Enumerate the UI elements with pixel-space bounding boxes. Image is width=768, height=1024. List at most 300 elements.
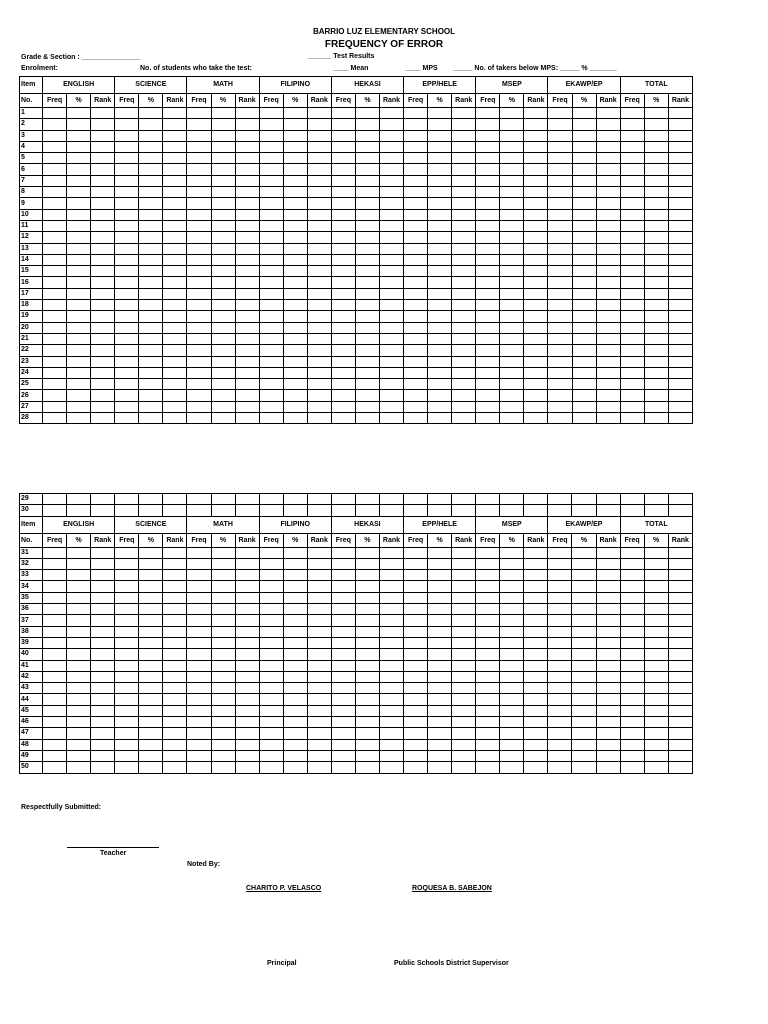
- entry-cell[interactable]: [524, 683, 548, 694]
- entry-cell[interactable]: [43, 401, 67, 412]
- entry-cell[interactable]: [187, 119, 211, 130]
- entry-cell[interactable]: [163, 615, 187, 626]
- entry-cell[interactable]: [43, 604, 67, 615]
- entry-cell[interactable]: [500, 288, 524, 299]
- entry-cell[interactable]: [163, 198, 187, 209]
- entry-cell[interactable]: [91, 547, 115, 558]
- entry-cell[interactable]: [355, 153, 379, 164]
- entry-cell[interactable]: [91, 277, 115, 288]
- entry-cell[interactable]: [644, 288, 668, 299]
- entry-cell[interactable]: [355, 615, 379, 626]
- entry-cell[interactable]: [476, 175, 500, 186]
- entry-cell[interactable]: [644, 660, 668, 671]
- entry-cell[interactable]: [187, 637, 211, 648]
- entry-cell[interactable]: [235, 322, 259, 333]
- entry-cell[interactable]: [500, 694, 524, 705]
- entry-cell[interactable]: [67, 333, 91, 344]
- entry-cell[interactable]: [500, 187, 524, 198]
- entry-cell[interactable]: [67, 413, 91, 424]
- entry-cell[interactable]: [115, 254, 139, 265]
- entry-cell[interactable]: [211, 322, 235, 333]
- entry-cell[interactable]: [187, 413, 211, 424]
- entry-cell[interactable]: [67, 558, 91, 569]
- entry-cell[interactable]: [500, 705, 524, 716]
- entry-cell[interactable]: [139, 379, 163, 390]
- entry-cell[interactable]: [139, 401, 163, 412]
- entry-cell[interactable]: [644, 494, 668, 505]
- entry-cell[interactable]: [596, 367, 620, 378]
- entry-cell[interactable]: [283, 570, 307, 581]
- entry-cell[interactable]: [91, 739, 115, 750]
- entry-cell[interactable]: [115, 243, 139, 254]
- entry-cell[interactable]: [283, 209, 307, 220]
- entry-cell[interactable]: [355, 413, 379, 424]
- entry-cell[interactable]: [67, 717, 91, 728]
- entry-cell[interactable]: [500, 322, 524, 333]
- entry-cell[interactable]: [452, 637, 476, 648]
- entry-cell[interactable]: [139, 683, 163, 694]
- entry-cell[interactable]: [187, 694, 211, 705]
- entry-cell[interactable]: [452, 175, 476, 186]
- entry-cell[interactable]: [500, 277, 524, 288]
- entry-cell[interactable]: [187, 187, 211, 198]
- entry-cell[interactable]: [43, 762, 67, 773]
- entry-cell[interactable]: [500, 243, 524, 254]
- entry-cell[interactable]: [476, 570, 500, 581]
- entry-cell[interactable]: [596, 356, 620, 367]
- entry-cell[interactable]: [548, 505, 572, 516]
- entry-cell[interactable]: [355, 333, 379, 344]
- entry-cell[interactable]: [452, 570, 476, 581]
- entry-cell[interactable]: [668, 254, 692, 265]
- entry-cell[interactable]: [596, 558, 620, 569]
- entry-cell[interactable]: [476, 581, 500, 592]
- entry-cell[interactable]: [452, 345, 476, 356]
- entry-cell[interactable]: [235, 728, 259, 739]
- entry-cell[interactable]: [379, 175, 403, 186]
- entry-cell[interactable]: [404, 333, 428, 344]
- entry-cell[interactable]: [211, 367, 235, 378]
- entry-cell[interactable]: [331, 141, 355, 152]
- entry-cell[interactable]: [235, 637, 259, 648]
- entry-cell[interactable]: [259, 581, 283, 592]
- entry-cell[interactable]: [379, 220, 403, 231]
- entry-cell[interactable]: [379, 401, 403, 412]
- entry-cell[interactable]: [283, 288, 307, 299]
- entry-cell[interactable]: [91, 505, 115, 516]
- entry-cell[interactable]: [211, 266, 235, 277]
- entry-cell[interactable]: [644, 637, 668, 648]
- entry-cell[interactable]: [283, 243, 307, 254]
- entry-cell[interactable]: [620, 739, 644, 750]
- entry-cell[interactable]: [211, 750, 235, 761]
- entry-cell[interactable]: [620, 750, 644, 761]
- entry-cell[interactable]: [476, 164, 500, 175]
- entry-cell[interactable]: [572, 232, 596, 243]
- entry-cell[interactable]: [91, 728, 115, 739]
- entry-cell[interactable]: [43, 683, 67, 694]
- entry-cell[interactable]: [139, 581, 163, 592]
- entry-cell[interactable]: [115, 175, 139, 186]
- entry-cell[interactable]: [259, 288, 283, 299]
- entry-cell[interactable]: [139, 615, 163, 626]
- entry-cell[interactable]: [572, 660, 596, 671]
- entry-cell[interactable]: [379, 558, 403, 569]
- entry-cell[interactable]: [355, 558, 379, 569]
- entry-cell[interactable]: [452, 604, 476, 615]
- entry-cell[interactable]: [500, 671, 524, 682]
- entry-cell[interactable]: [43, 254, 67, 265]
- entry-cell[interactable]: [476, 379, 500, 390]
- entry-cell[interactable]: [620, 322, 644, 333]
- entry-cell[interactable]: [476, 694, 500, 705]
- entry-cell[interactable]: [620, 413, 644, 424]
- entry-cell[interactable]: [115, 637, 139, 648]
- entry-cell[interactable]: [379, 367, 403, 378]
- entry-cell[interactable]: [476, 750, 500, 761]
- entry-cell[interactable]: [476, 505, 500, 516]
- entry-cell[interactable]: [428, 717, 452, 728]
- entry-cell[interactable]: [91, 108, 115, 119]
- entry-cell[interactable]: [235, 660, 259, 671]
- entry-cell[interactable]: [307, 615, 331, 626]
- entry-cell[interactable]: [115, 705, 139, 716]
- entry-cell[interactable]: [524, 637, 548, 648]
- entry-cell[interactable]: [668, 153, 692, 164]
- entry-cell[interactable]: [115, 505, 139, 516]
- entry-cell[interactable]: [235, 626, 259, 637]
- entry-cell[interactable]: [500, 637, 524, 648]
- entry-cell[interactable]: [187, 581, 211, 592]
- entry-cell[interactable]: [259, 153, 283, 164]
- entry-cell[interactable]: [355, 660, 379, 671]
- entry-cell[interactable]: [67, 649, 91, 660]
- entry-cell[interactable]: [572, 494, 596, 505]
- entry-cell[interactable]: [620, 671, 644, 682]
- entry-cell[interactable]: [115, 762, 139, 773]
- entry-cell[interactable]: [500, 164, 524, 175]
- entry-cell[interactable]: [139, 175, 163, 186]
- entry-cell[interactable]: [524, 604, 548, 615]
- entry-cell[interactable]: [668, 266, 692, 277]
- entry-cell[interactable]: [235, 243, 259, 254]
- entry-cell[interactable]: [644, 243, 668, 254]
- entry-cell[interactable]: [283, 671, 307, 682]
- entry-cell[interactable]: [43, 311, 67, 322]
- entry-cell[interactable]: [259, 739, 283, 750]
- entry-cell[interactable]: [379, 413, 403, 424]
- entry-cell[interactable]: [644, 187, 668, 198]
- entry-cell[interactable]: [428, 547, 452, 558]
- entry-cell[interactable]: [404, 413, 428, 424]
- entry-cell[interactable]: [307, 198, 331, 209]
- entry-cell[interactable]: [379, 649, 403, 660]
- entry-cell[interactable]: [187, 141, 211, 152]
- entry-cell[interactable]: [259, 604, 283, 615]
- entry-cell[interactable]: [331, 367, 355, 378]
- entry-cell[interactable]: [355, 683, 379, 694]
- entry-cell[interactable]: [331, 277, 355, 288]
- entry-cell[interactable]: [163, 141, 187, 152]
- entry-cell[interactable]: [428, 232, 452, 243]
- entry-cell[interactable]: [259, 626, 283, 637]
- entry-cell[interactable]: [668, 649, 692, 660]
- entry-cell[interactable]: [115, 333, 139, 344]
- entry-cell[interactable]: [331, 356, 355, 367]
- entry-cell[interactable]: [67, 108, 91, 119]
- entry-cell[interactable]: [668, 750, 692, 761]
- entry-cell[interactable]: [235, 401, 259, 412]
- entry-cell[interactable]: [43, 494, 67, 505]
- entry-cell[interactable]: [476, 300, 500, 311]
- entry-cell[interactable]: [668, 311, 692, 322]
- entry-cell[interactable]: [91, 615, 115, 626]
- entry-cell[interactable]: [476, 243, 500, 254]
- entry-cell[interactable]: [91, 153, 115, 164]
- entry-cell[interactable]: [476, 333, 500, 344]
- entry-cell[interactable]: [67, 683, 91, 694]
- entry-cell[interactable]: [572, 390, 596, 401]
- entry-cell[interactable]: [524, 626, 548, 637]
- entry-cell[interactable]: [235, 717, 259, 728]
- entry-cell[interactable]: [548, 671, 572, 682]
- entry-cell[interactable]: [115, 547, 139, 558]
- entry-cell[interactable]: [331, 119, 355, 130]
- entry-cell[interactable]: [548, 615, 572, 626]
- entry-cell[interactable]: [620, 626, 644, 637]
- entry-cell[interactable]: [548, 153, 572, 164]
- entry-cell[interactable]: [355, 220, 379, 231]
- entry-cell[interactable]: [428, 581, 452, 592]
- entry-cell[interactable]: [428, 164, 452, 175]
- entry-cell[interactable]: [307, 547, 331, 558]
- entry-cell[interactable]: [115, 119, 139, 130]
- entry-cell[interactable]: [596, 175, 620, 186]
- entry-cell[interactable]: [91, 209, 115, 220]
- entry-cell[interactable]: [211, 683, 235, 694]
- entry-cell[interactable]: [668, 322, 692, 333]
- entry-cell[interactable]: [139, 413, 163, 424]
- entry-cell[interactable]: [379, 266, 403, 277]
- entry-cell[interactable]: [355, 390, 379, 401]
- entry-cell[interactable]: [235, 505, 259, 516]
- entry-cell[interactable]: [452, 277, 476, 288]
- entry-cell[interactable]: [524, 232, 548, 243]
- entry-cell[interactable]: [500, 739, 524, 750]
- entry-cell[interactable]: [572, 637, 596, 648]
- entry-cell[interactable]: [139, 209, 163, 220]
- entry-cell[interactable]: [404, 390, 428, 401]
- entry-cell[interactable]: [235, 649, 259, 660]
- entry-cell[interactable]: [428, 220, 452, 231]
- entry-cell[interactable]: [187, 626, 211, 637]
- entry-cell[interactable]: [211, 243, 235, 254]
- entry-cell[interactable]: [404, 108, 428, 119]
- entry-cell[interactable]: [452, 119, 476, 130]
- entry-cell[interactable]: [596, 615, 620, 626]
- entry-cell[interactable]: [91, 671, 115, 682]
- entry-cell[interactable]: [211, 728, 235, 739]
- entry-cell[interactable]: [404, 694, 428, 705]
- entry-cell[interactable]: [67, 209, 91, 220]
- entry-cell[interactable]: [187, 266, 211, 277]
- entry-cell[interactable]: [620, 637, 644, 648]
- entry-cell[interactable]: [139, 558, 163, 569]
- entry-cell[interactable]: [163, 277, 187, 288]
- entry-cell[interactable]: [115, 266, 139, 277]
- entry-cell[interactable]: [259, 254, 283, 265]
- entry-cell[interactable]: [283, 547, 307, 558]
- entry-cell[interactable]: [43, 333, 67, 344]
- entry-cell[interactable]: [163, 333, 187, 344]
- entry-cell[interactable]: [235, 547, 259, 558]
- entry-cell[interactable]: [644, 505, 668, 516]
- entry-cell[interactable]: [379, 547, 403, 558]
- entry-cell[interactable]: [259, 683, 283, 694]
- entry-cell[interactable]: [404, 728, 428, 739]
- entry-cell[interactable]: [572, 266, 596, 277]
- entry-cell[interactable]: [67, 367, 91, 378]
- entry-cell[interactable]: [307, 311, 331, 322]
- entry-cell[interactable]: [524, 130, 548, 141]
- entry-cell[interactable]: [572, 130, 596, 141]
- entry-cell[interactable]: [500, 367, 524, 378]
- entry-cell[interactable]: [452, 367, 476, 378]
- entry-cell[interactable]: [620, 615, 644, 626]
- entry-cell[interactable]: [500, 570, 524, 581]
- entry-cell[interactable]: [452, 413, 476, 424]
- entry-cell[interactable]: [476, 558, 500, 569]
- entry-cell[interactable]: [331, 494, 355, 505]
- entry-cell[interactable]: [620, 494, 644, 505]
- entry-cell[interactable]: [139, 220, 163, 231]
- entry-cell[interactable]: [379, 762, 403, 773]
- entry-cell[interactable]: [331, 333, 355, 344]
- entry-cell[interactable]: [379, 728, 403, 739]
- entry-cell[interactable]: [163, 649, 187, 660]
- entry-cell[interactable]: [596, 209, 620, 220]
- entry-cell[interactable]: [620, 547, 644, 558]
- entry-cell[interactable]: [668, 164, 692, 175]
- entry-cell[interactable]: [283, 220, 307, 231]
- entry-cell[interactable]: [235, 750, 259, 761]
- entry-cell[interactable]: [43, 266, 67, 277]
- entry-cell[interactable]: [644, 390, 668, 401]
- entry-cell[interactable]: [404, 141, 428, 152]
- entry-cell[interactable]: [379, 739, 403, 750]
- entry-cell[interactable]: [644, 254, 668, 265]
- entry-cell[interactable]: [428, 570, 452, 581]
- entry-cell[interactable]: [163, 108, 187, 119]
- entry-cell[interactable]: [644, 277, 668, 288]
- entry-cell[interactable]: [404, 311, 428, 322]
- entry-cell[interactable]: [500, 266, 524, 277]
- entry-cell[interactable]: [596, 277, 620, 288]
- entry-cell[interactable]: [596, 694, 620, 705]
- entry-cell[interactable]: [235, 141, 259, 152]
- entry-cell[interactable]: [283, 762, 307, 773]
- entry-cell[interactable]: [524, 671, 548, 682]
- entry-cell[interactable]: [620, 232, 644, 243]
- entry-cell[interactable]: [572, 288, 596, 299]
- entry-cell[interactable]: [139, 570, 163, 581]
- entry-cell[interactable]: [163, 356, 187, 367]
- entry-cell[interactable]: [211, 119, 235, 130]
- entry-cell[interactable]: [259, 130, 283, 141]
- entry-cell[interactable]: [404, 379, 428, 390]
- entry-cell[interactable]: [404, 604, 428, 615]
- entry-cell[interactable]: [43, 367, 67, 378]
- entry-cell[interactable]: [43, 592, 67, 603]
- entry-cell[interactable]: [283, 333, 307, 344]
- entry-cell[interactable]: [644, 164, 668, 175]
- entry-cell[interactable]: [91, 390, 115, 401]
- entry-cell[interactable]: [115, 300, 139, 311]
- entry-cell[interactable]: [379, 141, 403, 152]
- entry-cell[interactable]: [187, 322, 211, 333]
- entry-cell[interactable]: [259, 108, 283, 119]
- entry-cell[interactable]: [259, 379, 283, 390]
- entry-cell[interactable]: [620, 694, 644, 705]
- entry-cell[interactable]: [500, 615, 524, 626]
- entry-cell[interactable]: [428, 356, 452, 367]
- entry-cell[interactable]: [476, 547, 500, 558]
- entry-cell[interactable]: [91, 187, 115, 198]
- entry-cell[interactable]: [476, 288, 500, 299]
- entry-cell[interactable]: [572, 333, 596, 344]
- entry-cell[interactable]: [668, 494, 692, 505]
- entry-cell[interactable]: [259, 401, 283, 412]
- entry-cell[interactable]: [404, 277, 428, 288]
- entry-cell[interactable]: [668, 356, 692, 367]
- entry-cell[interactable]: [91, 220, 115, 231]
- entry-cell[interactable]: [644, 626, 668, 637]
- entry-cell[interactable]: [572, 505, 596, 516]
- entry-cell[interactable]: [235, 288, 259, 299]
- entry-cell[interactable]: [379, 604, 403, 615]
- entry-cell[interactable]: [620, 558, 644, 569]
- entry-cell[interactable]: [187, 494, 211, 505]
- entry-cell[interactable]: [500, 356, 524, 367]
- entry-cell[interactable]: [115, 322, 139, 333]
- entry-cell[interactable]: [428, 288, 452, 299]
- entry-cell[interactable]: [259, 187, 283, 198]
- entry-cell[interactable]: [331, 345, 355, 356]
- entry-cell[interactable]: [620, 153, 644, 164]
- entry-cell[interactable]: [524, 153, 548, 164]
- entry-cell[interactable]: [259, 345, 283, 356]
- entry-cell[interactable]: [620, 705, 644, 716]
- entry-cell[interactable]: [524, 705, 548, 716]
- entry-cell[interactable]: [259, 333, 283, 344]
- entry-cell[interactable]: [139, 547, 163, 558]
- entry-cell[interactable]: [548, 254, 572, 265]
- entry-cell[interactable]: [524, 198, 548, 209]
- entry-cell[interactable]: [524, 494, 548, 505]
- entry-cell[interactable]: [187, 367, 211, 378]
- entry-cell[interactable]: [548, 288, 572, 299]
- entry-cell[interactable]: [259, 694, 283, 705]
- entry-cell[interactable]: [452, 356, 476, 367]
- entry-cell[interactable]: [259, 762, 283, 773]
- entry-cell[interactable]: [331, 108, 355, 119]
- entry-cell[interactable]: [235, 683, 259, 694]
- entry-cell[interactable]: [331, 198, 355, 209]
- entry-cell[interactable]: [404, 547, 428, 558]
- entry-cell[interactable]: [596, 660, 620, 671]
- entry-cell[interactable]: [548, 750, 572, 761]
- entry-cell[interactable]: [428, 626, 452, 637]
